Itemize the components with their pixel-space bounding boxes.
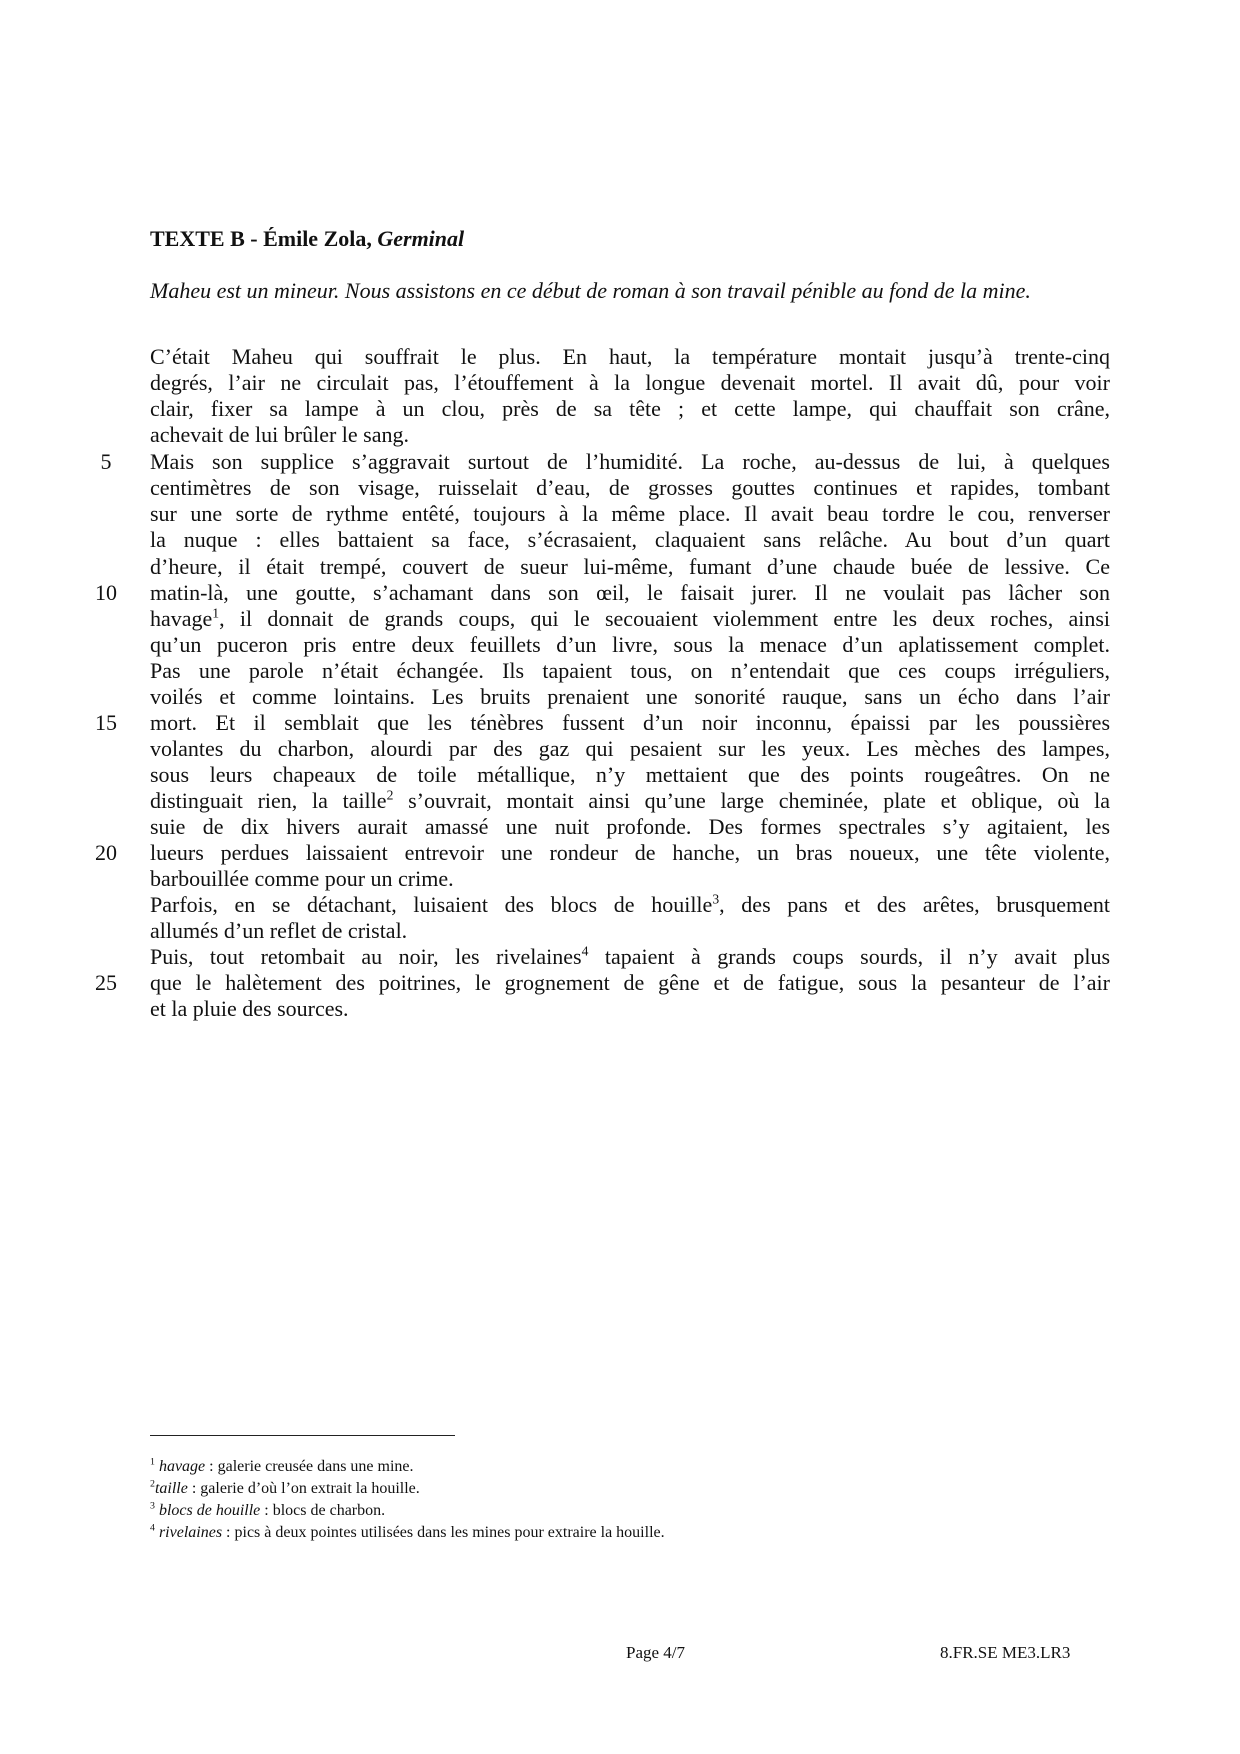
line-number: 10 — [95, 580, 117, 605]
text-line: volantes du charbon, alourdi par des gaz qui pesaient sur les yeux. Les mèches des lampes, — [150, 736, 1110, 761]
heading-author: TEXTE B - Émile Zola, — [150, 226, 378, 251]
footnote — [150, 1457, 414, 1477]
text-line: barbouillée comme pour un crime. — [150, 866, 454, 891]
footnote-term: rivelaines — [158, 1524, 223, 1541]
text-line-part: s’ouvrait, montait ainsi qu’une large cheminée, plate et oblique, où la — [393, 788, 1110, 813]
footnote-term: havage — [158, 1458, 206, 1475]
text-line: la nuque : elles battaient sa face, s’écrasaient, claquaient sans relâche. Au bout d’un quart — [150, 527, 1110, 552]
intro-paragraph: Maheu est un mineur. Nous assistons en ce début de roman à son travail pénible au fond de la mine. — [150, 278, 1031, 303]
text-line: sous leurs chapeaux de toile métallique, n’y mettaient que des points rougeâtres. On ne — [150, 762, 1110, 787]
text-heading — [150, 226, 464, 252]
text-line: et la pluie des sources. — [150, 996, 349, 1021]
text-line: C’était Maheu qui souffrait le plus. En haut, la température montait jusqu’à trente-cinq — [150, 344, 1110, 369]
text-line-part: Parfois, en se détachant, luisaient des blocs de houille — [150, 892, 713, 917]
footnote-ref: 1 — [212, 605, 220, 621]
line-number: 25 — [95, 970, 117, 995]
footnote-definition: : pics à deux pointes utilisées dans les mines pour extraire la houille. — [222, 1524, 665, 1541]
footnote — [150, 1501, 385, 1521]
footnote-number: 2 — [150, 1478, 155, 1490]
text-line-part: distinguait rien, la taille — [150, 788, 387, 813]
text-line: d’heure, il était trempé, couvert de sueur lui-même, fumant d’une chaude buée de lessive. Ce — [150, 554, 1110, 579]
footnote-definition: : galerie creusée dans une mine. — [205, 1458, 414, 1475]
document-code: 8.FR.SE ME3.LR3 — [940, 1643, 1071, 1662]
footnote-number: 1 — [150, 1456, 155, 1468]
text-line: Pas une parole n’était échangée. Ils tapaient tous, on n’entendait que ces coups irréguliers, — [150, 658, 1110, 683]
footnote-number: 3 — [150, 1500, 155, 1512]
footnote-ref: 2 — [386, 787, 394, 803]
footnote-definition: : blocs de charbon. — [260, 1502, 386, 1519]
text-line: Mais son supplice s’aggravait surtout de l’humidité. La roche, au-dessus de lui, à quelques — [150, 449, 1110, 474]
footnote — [150, 1523, 665, 1543]
footnote — [150, 1479, 420, 1499]
line-number: 15 — [95, 710, 117, 735]
footnote-term: blocs de houille — [158, 1502, 261, 1519]
text-line: centimètres de son visage, ruisselait d’eau, de grosses gouttes continues et rapides, tombant — [150, 475, 1110, 500]
footnote-number: 4 — [150, 1522, 155, 1534]
text-line-part: , des pans et des arêtes, brusquement — [719, 892, 1110, 917]
line-number: 20 — [95, 840, 117, 865]
footnote-ref: 3 — [712, 891, 720, 907]
text-line: lueurs perdues laissaient entrevoir une rondeur de hanche, un bras noueux, une tête violente, — [150, 840, 1110, 865]
footnote-separator — [150, 1435, 455, 1436]
text-line: mort. Et il semblait que les ténèbres fussent d’un noir inconnu, épaissi par les poussières — [150, 710, 1110, 735]
text-line-part: havage — [150, 606, 213, 631]
text-line-part: , il donnait de grands coups, qui le secouaient violemment entre les deux roches, ainsi — [219, 606, 1110, 631]
text-line: suie de dix hivers aurait amassé une nuit profonde. Des formes spectrales s’y agitaient, les — [150, 814, 1110, 839]
text-line-part: Puis, tout retombait au noir, les rivelaines — [150, 944, 582, 969]
page-number: Page 4/7 — [626, 1643, 686, 1662]
text-line: achevait de lui brûler le sang. — [150, 422, 410, 447]
text-line: que le halètement des poitrines, le grognement de gêne et de fatigue, sous la pesanteur de l’air — [150, 970, 1110, 995]
text-line: clair, fixer sa lampe à un clou, près de sa tête ; et cette lampe, qui chauffait son crâne, — [150, 396, 1110, 421]
heading-work-title: Germinal — [377, 226, 465, 251]
footnote-definition: : galerie d’où l’on extrait la houille. — [187, 1480, 420, 1497]
text-line: qu’un puceron pris entre deux feuillets d’un livre, sous la menace d’un aplatissement complet. — [150, 632, 1110, 657]
line-number: 5 — [100, 449, 112, 474]
text-line: allumés d’un reflet de cristal. — [150, 918, 408, 943]
text-line: degrés, l’air ne circulait pas, l’étouffement à la longue devenait mortel. Il avait dû, pour voir — [150, 370, 1110, 395]
text-line-part: tapaient à grands coups sourds, il n’y avait plus — [588, 944, 1111, 969]
text-line: voilés et comme lointains. Les bruits prenaient une sonorité rauque, sans un écho dans l’air — [150, 684, 1110, 709]
footnote-term: taille — [154, 1480, 188, 1497]
text-line: sur une sorte de rythme entêté, toujours à la même place. Il avait beau tordre le cou, renverser — [150, 501, 1110, 526]
text-line: matin-là, une goutte, s’achamant dans son œil, le faisait jurer. Il ne voulait pas lâcher son — [150, 580, 1110, 605]
footnote-ref: 4 — [581, 943, 589, 959]
